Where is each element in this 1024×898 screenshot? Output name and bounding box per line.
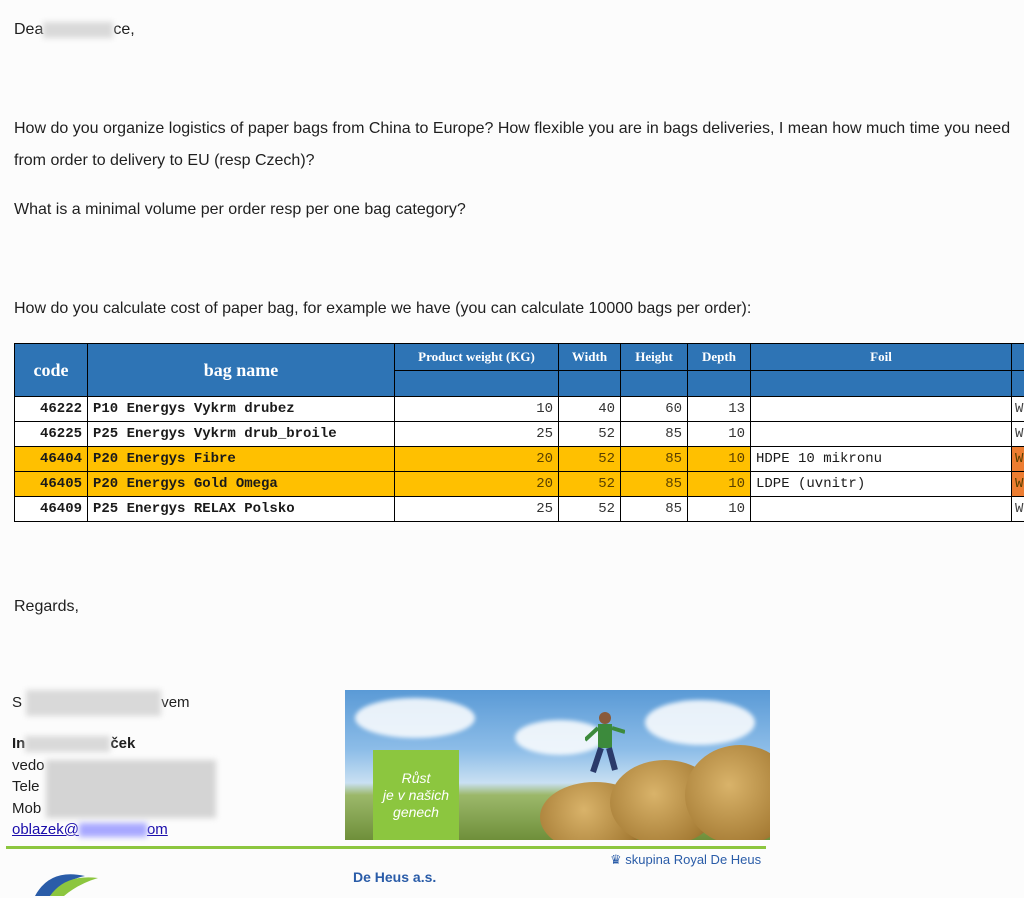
cell-weight: 25 <box>395 497 559 522</box>
cell-foil <box>751 422 1012 447</box>
crown-icon: ♛ <box>610 852 622 867</box>
paragraph-min-volume: What is a minimal volume per order resp per one bag category? <box>14 194 466 226</box>
cell-width: 40 <box>559 397 621 422</box>
signature-role: vedo <box>12 756 45 776</box>
cell-code: 46225 <box>15 422 88 447</box>
cell-code: 46409 <box>15 497 88 522</box>
header-height: Height <box>621 344 688 371</box>
subheader-cell <box>751 371 1012 397</box>
hay-bale <box>685 745 770 840</box>
redacted-contact-block <box>46 760 216 818</box>
table-row <box>15 497 1024 522</box>
cell-weight: 20 <box>395 472 559 497</box>
signature-email <box>12 820 168 840</box>
cell-code: 46404 <box>15 447 88 472</box>
table-row-highlighted <box>15 472 1024 497</box>
header-width: Width <box>559 344 621 371</box>
sig-name-start: In <box>12 735 25 752</box>
cell-extra: W <box>1012 422 1024 447</box>
table-header-row <box>15 344 1024 371</box>
greeting <box>14 14 135 46</box>
sig-line1-start: S <box>12 694 22 711</box>
header-weight: Product weight (KG) <box>395 344 559 371</box>
redacted-text <box>26 690 161 716</box>
paragraph-logistics: How do you organize logistics of paper bags from China to Europe? How flexible you are in bags deliveries, I mean how much time you need from order to delivery to EU (resp Czech)? <box>14 113 1014 177</box>
cell-bag-name: P10 Energys Vykrm drubez <box>88 397 395 422</box>
regards: Regards, <box>14 591 79 623</box>
cell-height: 85 <box>621 447 688 472</box>
cell-weight: 25 <box>395 422 559 447</box>
cell-depth: 13 <box>688 397 751 422</box>
cell-width: 52 <box>559 447 621 472</box>
subheader-cell <box>621 371 688 397</box>
cell-foil <box>751 397 1012 422</box>
paragraph-cost: How do you calculate cost of paper bag, for example we have (you can calculate 10000 bags per order): <box>14 293 751 325</box>
cell-code: 46222 <box>15 397 88 422</box>
cell-width: 52 <box>559 497 621 522</box>
redacted-name <box>43 22 113 38</box>
table-row <box>15 422 1024 447</box>
signature-banner <box>345 690 770 840</box>
cell-width: 52 <box>559 422 621 447</box>
header-code: code <box>15 344 88 397</box>
cell-extra: W <box>1012 472 1024 497</box>
cell-extra: W <box>1012 397 1024 422</box>
redacted-name <box>25 736 110 752</box>
cell-weight: 10 <box>395 397 559 422</box>
cell-depth: 10 <box>688 472 751 497</box>
signature-phone: Tele <box>12 777 40 797</box>
jumping-boy-icon <box>585 710 625 790</box>
header-depth: Depth <box>688 344 751 371</box>
cell-extra: W <box>1012 447 1024 472</box>
email-link-end: om <box>147 821 168 838</box>
signature-name <box>12 734 135 754</box>
cell-depth: 10 <box>688 447 751 472</box>
signature-greeting <box>12 690 190 716</box>
royal-de-heus-label <box>610 852 761 868</box>
cell-extra: W <box>1012 497 1024 522</box>
group-name: skupina Royal De Heus <box>625 852 761 867</box>
cell-bag-name: P20 Energys Gold Omega <box>88 472 395 497</box>
sig-name-end: ček <box>110 735 135 752</box>
email-link-start: oblazek@ <box>12 821 79 838</box>
cell-weight: 20 <box>395 447 559 472</box>
divider-line <box>6 846 766 849</box>
cell-height: 85 <box>621 497 688 522</box>
cell-bag-name: P25 Energys Vykrm drub_broile <box>88 422 395 447</box>
email-link[interactable] <box>12 821 168 838</box>
subheader-cell <box>688 371 751 397</box>
sig-line1-end: vem <box>161 694 189 711</box>
greeting-end: ce, <box>113 21 134 38</box>
cell-bag-name: P25 Energys RELAX Polsko <box>88 497 395 522</box>
subheader-cell <box>559 371 621 397</box>
cell-depth: 10 <box>688 497 751 522</box>
slogan-line1: Růst <box>373 770 459 787</box>
redacted-email <box>79 823 147 837</box>
signature-mobile: Mob <box>12 799 41 819</box>
subheader-cell <box>395 371 559 397</box>
subheader-cell <box>1012 371 1024 397</box>
cell-foil <box>751 497 1012 522</box>
cell-bag-name: P20 Energys Fibre <box>88 447 395 472</box>
cell-height: 60 <box>621 397 688 422</box>
cell-foil: HDPE 10 mikronu <box>751 447 1012 472</box>
bag-table <box>14 343 1024 522</box>
slogan-line2: je v našich <box>373 787 459 804</box>
company-name: De Heus a.s. <box>353 869 436 885</box>
greeting-start: Dea <box>14 21 43 38</box>
cell-code: 46405 <box>15 472 88 497</box>
table-row-highlighted <box>15 447 1024 472</box>
cell-height: 85 <box>621 422 688 447</box>
bag-table-container <box>14 343 1024 522</box>
table-row <box>15 397 1024 422</box>
header-foil: Foil <box>751 344 1012 371</box>
cloud <box>645 700 755 745</box>
cell-foil: LDPE (uvnitr) <box>751 472 1012 497</box>
cloud <box>355 698 475 738</box>
slogan-line3: genech <box>373 804 459 821</box>
header-extra <box>1012 344 1024 371</box>
cell-depth: 10 <box>688 422 751 447</box>
cell-height: 85 <box>621 472 688 497</box>
slogan-tag <box>373 750 459 840</box>
cell-width: 52 <box>559 472 621 497</box>
de-heus-logo-icon <box>30 868 100 898</box>
header-bag-name: bag name <box>88 344 395 397</box>
